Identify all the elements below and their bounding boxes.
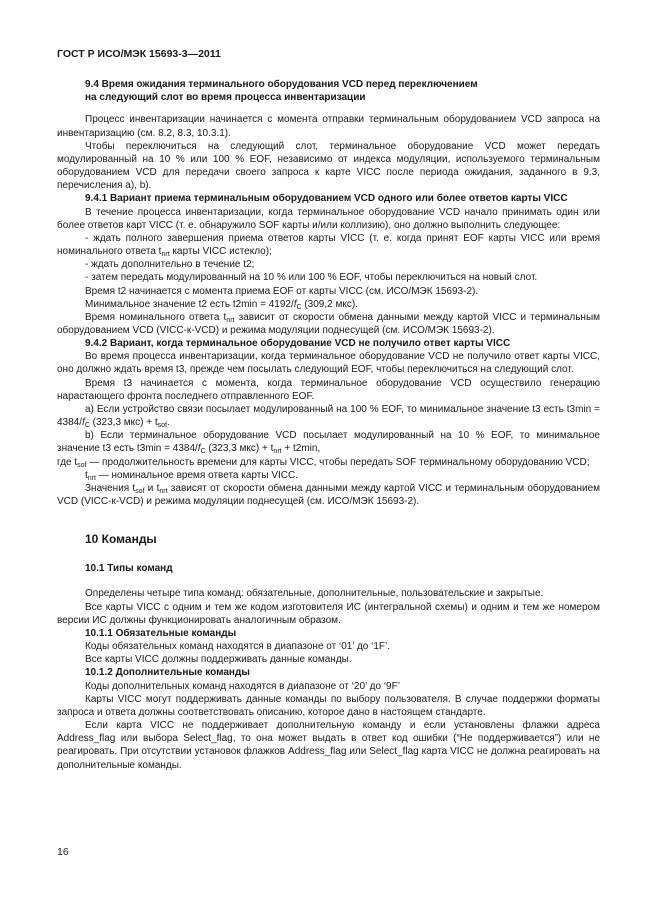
text-run: 9.4.2 Вариант, когда терминальное оборудование VCD не получило ответ карты VICC [85,338,511,350]
text-run: Чтобы переключиться на следующий слот, терминальное оборудование VCD может передать модулированный на 10 % или 100 % EOF, независимо от индекса модуляции, используемого терминальным оборудованием VCD для передачи своего запроса к карте VICC после периода ожидания, заданного в 9.3, перечисления а), b). [57,140,600,192]
subscript-run: nrt [87,474,96,482]
paragraph [57,601,600,627]
paragraph [57,311,600,337]
subscript-run: C [296,303,302,311]
section-heading [57,666,600,679]
text-run: карты VICC истекло); [169,246,272,258]
text-run: - затем передать модулированный на 10 % или 100 % EOF, чтобы переключиться на новый слот. [85,272,538,284]
text-run: + t2min, [281,443,321,455]
paragraph [57,140,600,193]
text-run: Значения t [85,482,136,494]
text-run: (309,2 мкс). [301,298,358,310]
text-run: Определены четыре типа команд: обязательные, дополнительные, пользовательские и закрытые. [85,588,544,600]
paragraph [57,469,600,482]
text-run: Во время процесса инвентаризации, когда терминальное оборудование VCD не получило ответ карты VICC, оно должно ждать время t3, прежде чем посылать следующий EOF, чтобы переключиться на следующий слот. [57,351,600,376]
text-run: а) Если устройство связи посылает модулированный на 100 % EOF, то минимальное значение t3 есть t3min = 4384/ [57,403,600,429]
text-run: — продолжительность времени для карты VICC, чтобы передать SOF терминальному оборудованию VCD; [86,456,590,468]
section-heading [57,627,600,640]
paragraph [57,403,600,429]
text-run: - ждать полного завершения приема ответов карты VICC (т. е. когда принят EOF карты VICC или время номинального ответа t [57,232,600,258]
section-heading [57,562,600,575]
subscript-run: sof [77,461,87,469]
page-header: ГОСТ Р ИСО/МЭК 15693-3—2011 [57,48,221,60]
text-run: 10 Команды [85,532,157,547]
paragraph [57,350,600,376]
subscript-run: sof [135,487,145,495]
paragraph [57,113,600,139]
text-run: . [167,417,170,429]
section-heading [57,91,600,104]
section-heading [57,192,600,205]
subscript-run: nrt [226,316,235,324]
text-run: 10.1 Типы команд [85,563,173,575]
text-run: f [82,417,85,429]
subscript-run: sof [157,422,167,430]
paragraph [57,271,600,284]
text-run: f [293,298,297,310]
section-heading [57,533,600,546]
paragraph [57,482,600,508]
text-run: Коды дополнительных команд находятся в диапазоне от ‘20’ до ‘9F’ [85,680,400,692]
text-run: Время номинального ответа t [85,311,227,323]
page-body [57,78,600,772]
paragraph [57,653,600,666]
paragraph [57,456,600,469]
text-run: (323,3 мкс) + t [89,417,158,429]
text-run: Карты VICC могут поддерживать данные команды по выбору пользователя. В случае поддержки форматы запроса и ответа должны соответствовать описанию, которое дано в настоящем стандарте. [57,693,600,718]
text-run: зависит от скорости обмена данными между картой VICC и терминальным оборудованием VCD (VICC-к-VCD) и режима модуляции поднесущей (см. ИСО/МЭК 15693-2). [57,311,601,336]
text-run: 10.1.1 Обязательные команды [85,627,237,639]
paragraph [57,693,600,719]
subscript-run: nrt [159,487,168,495]
text-run: (323,3 мкс) + t [205,443,274,455]
paragraph [57,258,600,271]
paragraph [57,285,600,298]
text-run: Все карты VICC должны поддерживать данные команды. [85,654,352,666]
text-run: f [197,443,201,455]
subscript-run: nrt [273,448,282,456]
text-run: Все карты VICC с одним и тем же кодом изготовителя ИС (интегральной схемы) и одним и тем же номером версии ИС должны функционировать аналогичным образом. [57,601,600,626]
text-run: зависят от скорости обмена данными между картой VICC и терминальным оборудованием VCD (VICC-к-VCD) и режима модуляции поднесущей (см. ИСО/МЭК 15693-2). [57,482,601,507]
paragraph [57,680,600,693]
paragraph [57,640,600,653]
paragraph [57,377,600,403]
text-run: и t [144,482,160,494]
paragraph [57,298,600,311]
text-run: b) Если терминальное оборудование VCD посылает модулированный на 10 % EOF, то минимальное значение t3 есть t3min = 4384/ [57,430,600,455]
text-run: Коды обязательных команд находятся в диапазоне от ‘01’ до ‘1F’. [85,641,391,653]
text-run: 10.1.2 Дополнительные команды [85,667,250,679]
text-run: Время t2 начинается с момента приема EOF от карты VICC (см. ИСО/МЭК 15693-2). [85,285,479,297]
subscript-run: C [200,448,206,456]
paragraph [57,587,600,600]
text-run: где t [57,456,78,468]
text-run: 9.4.1 Вариант приема терминальным оборудованием VCD одного или более ответов карты VICC [85,193,568,205]
subscript-run: C [84,422,90,430]
section-heading [57,337,600,350]
text-run: Минимальное значение t2 есть t2min = 4192/ [85,298,294,310]
section-heading [57,78,600,91]
text-run: Время t3 начинается с момента, когда терминальное оборудование VCD осуществило генерацию нарастающего фронта последнего отправленного EOF. [57,377,600,402]
text-run: 9.4 Время ожидания терминального оборудования VCD перед переключением [85,79,478,91]
text-run: Если карта VICC не поддерживает дополнительную команду и если установлены флажки адреса Address_flag или выбора Select_flag, то она может выдать в ответ код ошибки (“Не поддерживается”) или не реагировать. При отсутствии установок флажков Address_flag или Select_flag карта VICC не должна реагировать на дополнительные команды. [57,720,600,771]
text-run: t [85,469,88,481]
text-run: В течение процесса инвентаризации, когда терминальное оборудование VCD начало принимать один или более ответов карт VICC (т. е. обнаружило SOF карты и/или коллизию), оно должно выполнить следующее: [57,206,600,231]
paragraph [57,232,600,258]
page-number: 16 [57,846,69,858]
paragraph [57,719,600,772]
subscript-run: nrt [161,251,170,259]
paragraph [57,429,600,455]
text-run: — номинальное время ответа карты VICC. [95,469,298,481]
text-run: - ждать дополнительно в течение t2; [85,259,255,271]
text-run: на следующий слот во время процесса инвентаризации [85,92,366,104]
paragraph [57,206,600,232]
text-run: Процесс инвентаризации начинается с момента отправки терминальным оборудованием VCD запроса на инвентаризацию (см. 8.2, 8.3, 10.3.1). [57,114,600,139]
